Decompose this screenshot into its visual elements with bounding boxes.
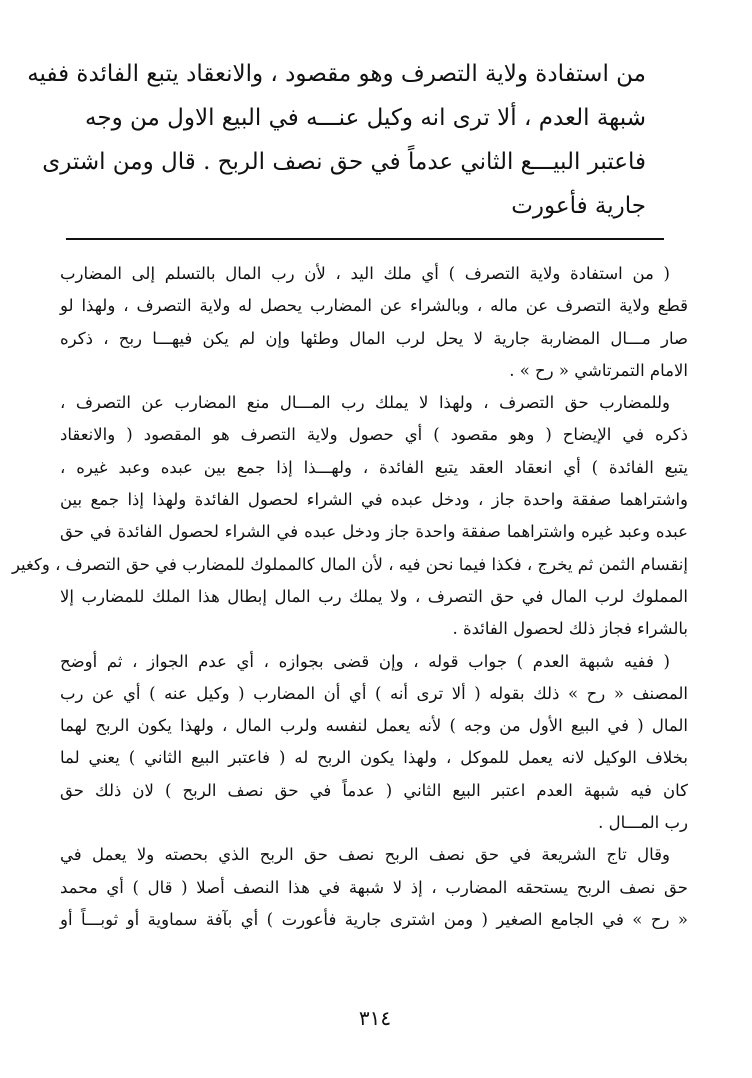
commentary-line: بالشراء فجاز ذلك لحصول الفائدة . xyxy=(452,619,688,639)
commentary-line: رب المـــال . xyxy=(598,813,688,833)
commentary-line: المصنف « رح » ذلك بقوله ( ألا ترى أنه ) أي أن المضارب ( وكيل عنه ) أي عن رب xyxy=(60,683,688,703)
main-text-line: جارية فأعورت xyxy=(511,193,646,219)
commentary-line: بخلاف الوكيل لانه يعمل للموكل ، ولهذا يكون الربح له ( فاعتبر البيع الثاني ) يعني لما xyxy=(60,748,688,768)
commentary-line: وللمضارب حق التصرف ، ولهذا لا يملك رب المـــال منع المضارب عن التصرف ، xyxy=(60,393,670,413)
commentary-paragraph xyxy=(11,387,688,645)
commentary-line: قطع ولاية التصرف عن ماله ، وبالشراء عن المضارب يحصل له ولاية التصرف ، ولهذا لو xyxy=(60,296,688,316)
commentary-line: عبده وعبد غيره واشتراهما صفقة واحدة جاز ودخل عبده في الشراء لحصول الفائدة في حق xyxy=(60,522,688,542)
commentary-line: واشتراهما صفقة واحدة جاز ، ودخل عبده في الشراء لحصول الفائدة ولهذا إذا جمع بين xyxy=(60,490,688,510)
commentary-block xyxy=(11,258,688,936)
commentary-paragraph xyxy=(60,258,688,387)
commentary-line: يتبع الفائدة ) أي انعقاد العقد يتبع الفائدة ، ولهـــذا إذا جمع بين عبده وعبد غيره ، xyxy=(60,457,688,477)
separator-rule xyxy=(66,238,664,240)
commentary-line: صار مـــال المضاربة جارية لا يحل لرب المال وطئها وإن لم يكن فيهـــا ربح ، ذكره xyxy=(60,328,688,348)
main-text-block xyxy=(27,52,646,228)
commentary-line: وقال تاج الشريعة في حق نصف الربح نصف حق الربح الذي بحصته ولا يعمل في xyxy=(60,845,670,865)
main-text-line: فاعتبر البيـــع الثاني عدماً في حق نصف الربح . قال ومن اشترى xyxy=(42,149,646,175)
commentary-line: الامام التمرتاشي « رح » . xyxy=(509,360,688,380)
commentary-line: ( من استفادة ولاية التصرف ) أي ملك اليد ، لأن رب المال بالتسلم إلى المضارب xyxy=(60,264,670,283)
commentary-line: ذكره في الإيضاح ( وهو مقصود ) أي حصول ولاية التصرف هو المقصود ( والانعقاد xyxy=(60,425,688,445)
commentary-line: المال ( في البيع الأول من وجه ) لأنه يعمل لنفسه ولرب المال ، ولهذا يكون الربح لهما xyxy=(60,716,688,736)
commentary-line: إنقسام الثمن ثم يخرج ، فكذا فيما نحن فيه ، لأن المال كالمملوك للمضارب في حق التصرف ، وكغير xyxy=(11,554,688,574)
main-text-line: من استفادة ولاية التصرف وهو مقصود ، والانعقاد يتبع الفائدة ففيه xyxy=(27,61,646,87)
commentary-paragraph xyxy=(60,839,688,936)
commentary-paragraph xyxy=(60,646,688,840)
commentary-line: ( ففيه شبهة العدم ) جواب قوله ، وإن قضى بجوازه ، أي عدم الجواز ، ثم أوضح xyxy=(60,651,670,671)
commentary-line: المملوك لرب المال في حق التصرف ، ولا يملك رب المال إبطال هذا الملك للمضارب إلا xyxy=(60,586,688,606)
main-text-line: شبهة العدم ، ألا ترى انه وكيل عنـــه في البيع الاول من وجه xyxy=(85,105,646,131)
page-number: ٣١٤ xyxy=(358,1006,392,1030)
commentary-line: كان فيه شبهة العدم اعتبر البيع الثاني ( عدماً في حق نصف الربح ) لان ذلك حق xyxy=(60,780,688,800)
commentary-line: حق نصف الربح يستحقه المضارب ، إذ لا شبهة في هذا النصف أصلا ( قال ) أي محمد xyxy=(60,877,688,897)
commentary-line: « رح » في الجامع الصغير ( ومن اشترى جارية فأعورت ) أي بآفة سماوية أو ثوبـــاً أو xyxy=(60,909,688,929)
